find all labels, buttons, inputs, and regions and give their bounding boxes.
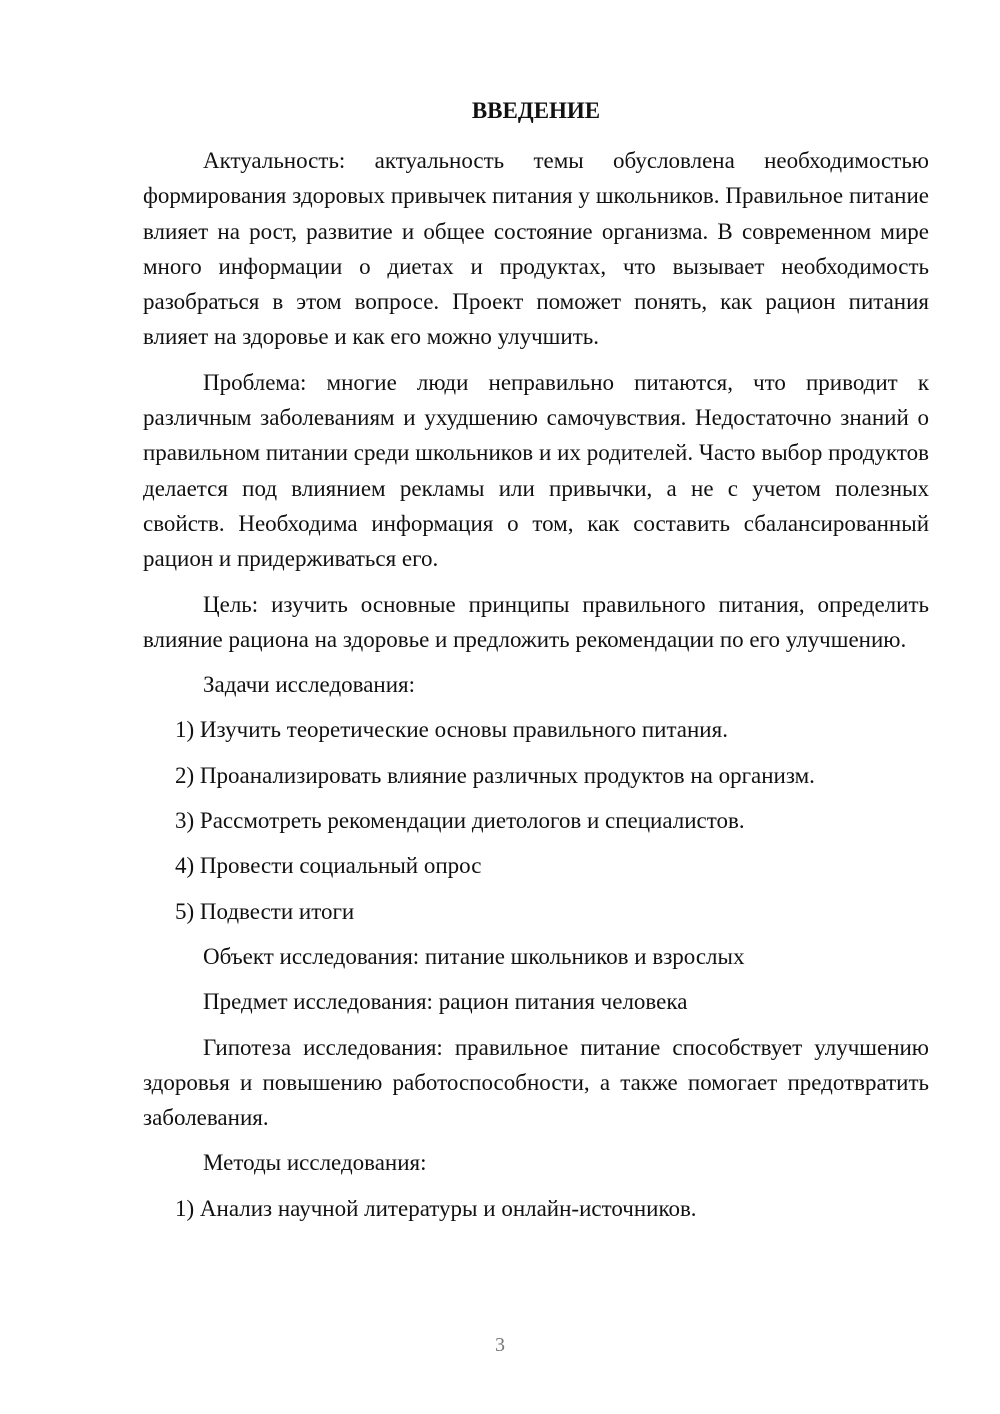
methods-heading: Методы исследования: <box>203 1150 427 1176</box>
list-item: 3) Рассмотреть рекомендации диетологов и специалистов. <box>175 808 745 834</box>
tasks-heading: Задачи исследования: <box>203 672 416 698</box>
page-title: ВВЕДЕНИЕ <box>471 98 601 123</box>
page-number: 3 <box>495 1334 505 1356</box>
document-body <box>143 143 929 1236</box>
object-paragraph: Объект исследования: питание школьников и взрослых <box>203 943 745 969</box>
relevance-paragraph: Актуальность: актуальность темы обусловлена необходимостью формирования здоровых привычек питания у школьников. Правильное питание влияет на рост, развитие и общее состояние организма. В современном мире много информации о диетах и продуктах, что вызывает необходимость разобраться в этом вопросе. Проект поможет понять, как рацион питания влияет на здоровье и как его можно улучшить. <box>143 148 929 350</box>
list-item: 1) Изучить теоретические основы правильного питания. <box>175 717 728 743</box>
list-item: 5) Подвести итоги <box>175 898 355 924</box>
methods-list <box>143 1191 929 1226</box>
goal-paragraph: Цель: изучить основные принципы правильного питания, определить влияние рациона на здоровье и предложить рекомендации по его улучшению. <box>143 591 929 652</box>
list-item: 2) Проанализировать влияние различных продуктов на организм. <box>175 762 815 788</box>
tasks-list <box>143 712 929 928</box>
problem-paragraph: Проблема: многие люди неправильно питаются, что приводит к различным заболеваниям и ухудшению самочувствия. Недостаточно знаний о правильном питании среди школьников и их родителей. Часто выбор продуктов делается под влиянием рекламы или привычки, а не с учетом полезных свойств. Необходима информация о том, как составить сбалансированный рацион и придерживаться его. <box>143 369 929 572</box>
hypothesis-paragraph: Гипотеза исследования: правильное питание способствует улучшению здоровья и повышению работоспособности, а также помогает предотвратить заболевания. <box>143 1034 929 1131</box>
subject-paragraph: Предмет исследования: рацион питания человека <box>203 989 688 1015</box>
list-item: 1) Анализ научной литературы и онлайн-источников. <box>175 1195 697 1221</box>
list-item: 4) Провести социальный опрос <box>175 853 482 879</box>
